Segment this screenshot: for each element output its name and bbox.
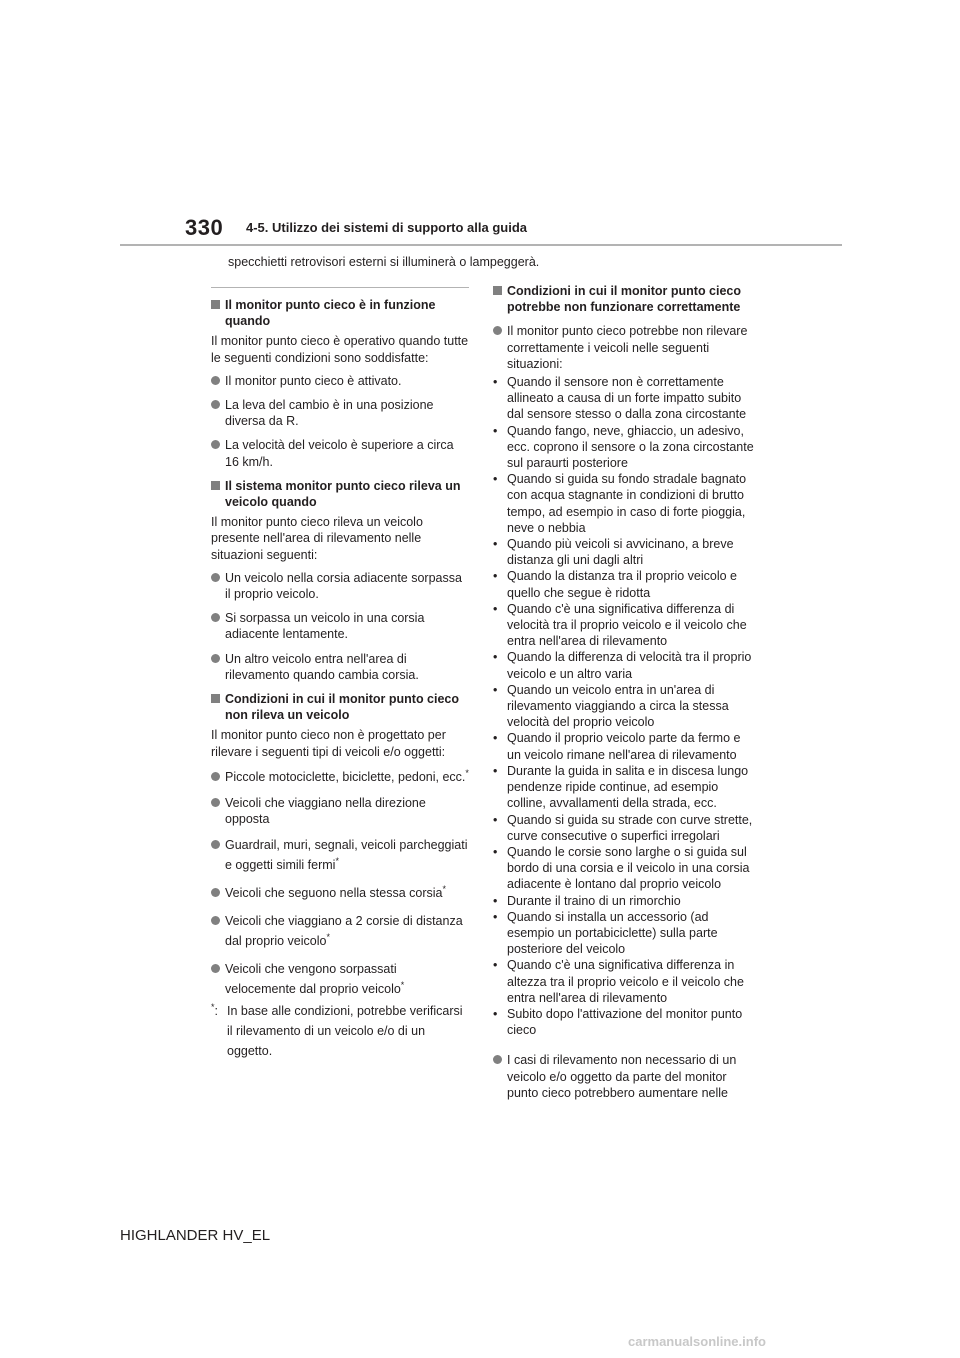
list-item: • Quando si guida su strade con curve strette, curve consecutive o superfici irregolari — [493, 812, 753, 843]
footnote-star: * — [465, 767, 469, 778]
list-item: • Subito dopo l'attivazione del monitor punto cieco — [493, 1006, 743, 1038]
paragraph: Il monitor punto cieco non è progettato per rilevare i seguenti tipi di veicoli e/o oggetti: — [211, 728, 446, 759]
intro-text: specchietti retrovisori esterni si illuminerà o lampeggerà. — [228, 255, 540, 269]
list-item: • Quando la differenza di velocità tra il proprio veicolo e un altro varia — [493, 650, 752, 681]
footnote: *: In base alle condizioni, potrebbe verificarsi il rilevamento di un veicolo e/o di un oggetto. — [211, 1002, 463, 1059]
round-bullet-icon — [211, 654, 220, 663]
square-bullet-icon — [211, 481, 220, 490]
bullet-item: La velocità del veicolo è superiore a circa 16 km/h. — [211, 437, 469, 469]
bullet-item: Un veicolo nella corsia adiacente sorpassa il proprio veicolo. — [211, 570, 469, 602]
square-bullet-icon — [493, 286, 502, 295]
model-name: HIGHLANDER HV_EL — [120, 1227, 271, 1244]
bullet-item: Veicoli che viaggiano a 2 corsie di distanza dal proprio veicolo* — [211, 911, 469, 951]
list-item: • Quando si installa un accessorio (ad esempio un portabiciclette) sulla parte posteriore del veicolo — [493, 909, 718, 957]
list-item: • Quando le corsie sono larghe o si guida sul bordo di una corsia e il veicolo in una corsia adiacente è lontano dal proprio veicolo — [493, 844, 750, 892]
list-item: • Quando c'è una significativa differenza in altezza tra il proprio veicolo e il veicolo che entra nell'area di rilevamento — [493, 958, 744, 1005]
column-top-rule — [211, 287, 469, 288]
bullet-item: Veicoli che viaggiano nella direzione opposta — [211, 795, 469, 827]
bullet-item: Guardrail, muri, segnali, veicoli parcheggiati e oggetti simili fermi* — [211, 835, 469, 875]
footnote-star: * — [442, 884, 447, 895]
list-item: • Durante la guida in salita e in discesa lungo pendenze ripide continue, ad esempio colline, avvallamenti della strada, ecc. — [493, 763, 749, 811]
round-bullet-icon — [211, 888, 220, 897]
list-item: • Quando la distanza tra il proprio veicolo e quello che segue è ridotta — [493, 569, 737, 600]
round-bullet-icon — [211, 440, 220, 449]
bullet-item: I casi di rilevamento non necessario di un veicolo e/o oggetto da parte del monitor punto cieco potrebbero aumentare nelle — [493, 1052, 755, 1101]
page-number: 330 — [185, 215, 224, 240]
bullet-item: Il monitor punto cieco potrebbe non rilevare correttamente i veicoli nelle seguenti situazioni: — [493, 323, 755, 372]
header-rule — [120, 244, 842, 246]
sub-list — [493, 374, 755, 1038]
section-heading: Condizioni in cui il monitor punto cieco potrebbe non funzionare correttamente — [493, 283, 755, 315]
footnote-star: * — [400, 980, 405, 991]
section-heading: Il monitor punto cieco è in funzione quando — [211, 297, 469, 329]
footnote-star: * — [211, 1002, 215, 1013]
list-item: • Quando si guida su fondo stradale bagnato con acqua stagnante in condizioni di brutto tempo, ad esempio in caso di forte pioggia, neve o nebbia — [493, 472, 747, 535]
round-bullet-icon — [211, 613, 220, 622]
right-column — [493, 283, 755, 1109]
footnote-star: * — [326, 932, 330, 943]
section-heading: Condizioni in cui il monitor punto cieco non rileva un veicolo — [211, 691, 469, 723]
round-bullet-icon — [211, 964, 220, 973]
list-item: • Quando il proprio veicolo parte da fermo e un veicolo rimane nell'area di rilevamento — [493, 731, 741, 762]
list-item: • Quando un veicolo entra in un'area di rilevamento viaggiando a circa la stessa velocità del proprio veicolo — [493, 682, 729, 730]
round-bullet-icon — [211, 573, 220, 582]
round-bullet-icon — [493, 1055, 502, 1064]
bullet-item: Piccole motociclette, biciclette, pedoni, ecc.* — [211, 767, 469, 787]
section-title: 4-5. Utilizzo dei sistemi di supporto alla guida — [246, 220, 527, 235]
round-bullet-icon — [211, 840, 220, 849]
list-item: • Quando più veicoli si avvicinano, a breve distanza gli uni dagli altri — [493, 537, 734, 568]
bullet-item: Il monitor punto cieco è attivato. — [211, 373, 469, 389]
square-bullet-icon — [211, 694, 220, 703]
list-item: • Durante il traino di un rimorchio — [493, 893, 681, 908]
watermark: carmanualsonline.info — [628, 1334, 766, 1349]
left-column — [211, 287, 469, 1061]
paragraph: Il monitor punto cieco è operativo quando tutte le seguenti condizioni sono soddisfatte: — [211, 334, 469, 365]
footnote-star: * — [335, 856, 339, 867]
list-item: • Quando il sensore non è correttamente allineato a causa di un forte impatto subito dal sensore stesso o dalla zona circostante — [493, 375, 747, 422]
bullet-item: Veicoli che seguono nella stessa corsia* — [211, 883, 469, 903]
bullet-item: La leva del cambio è in una posizione diversa da R. — [211, 397, 469, 429]
paragraph: Il monitor punto cieco rileva un veicolo presente nell'area di rilevamento nelle situazioni seguenti: — [211, 515, 423, 562]
bullet-item: Veicoli che vengono sorpassati velocemente dal proprio veicolo* — [211, 959, 469, 999]
section-heading: Il sistema monitor punto cieco rileva un veicolo quando — [211, 478, 469, 510]
square-bullet-icon — [211, 300, 220, 309]
bullet-item: Un altro veicolo entra nell'area di rilevamento quando cambia corsia. — [211, 651, 469, 683]
list-item: • Quando fango, neve, ghiaccio, un adesivo, ecc. coprono il sensore o la zona circostante sul paraurti posteriore — [493, 423, 754, 471]
round-bullet-icon — [211, 376, 220, 385]
round-bullet-icon — [211, 772, 220, 781]
round-bullet-icon — [493, 326, 502, 335]
round-bullet-icon — [211, 400, 220, 409]
round-bullet-icon — [211, 916, 220, 925]
bullet-item: Si sorpassa un veicolo in una corsia adiacente lentamente. — [211, 610, 469, 642]
list-item: • Quando c'è una significativa differenza di velocità tra il proprio veicolo e il veicolo che entra nell'area di rilevamento — [493, 601, 747, 649]
round-bullet-icon — [211, 798, 220, 807]
